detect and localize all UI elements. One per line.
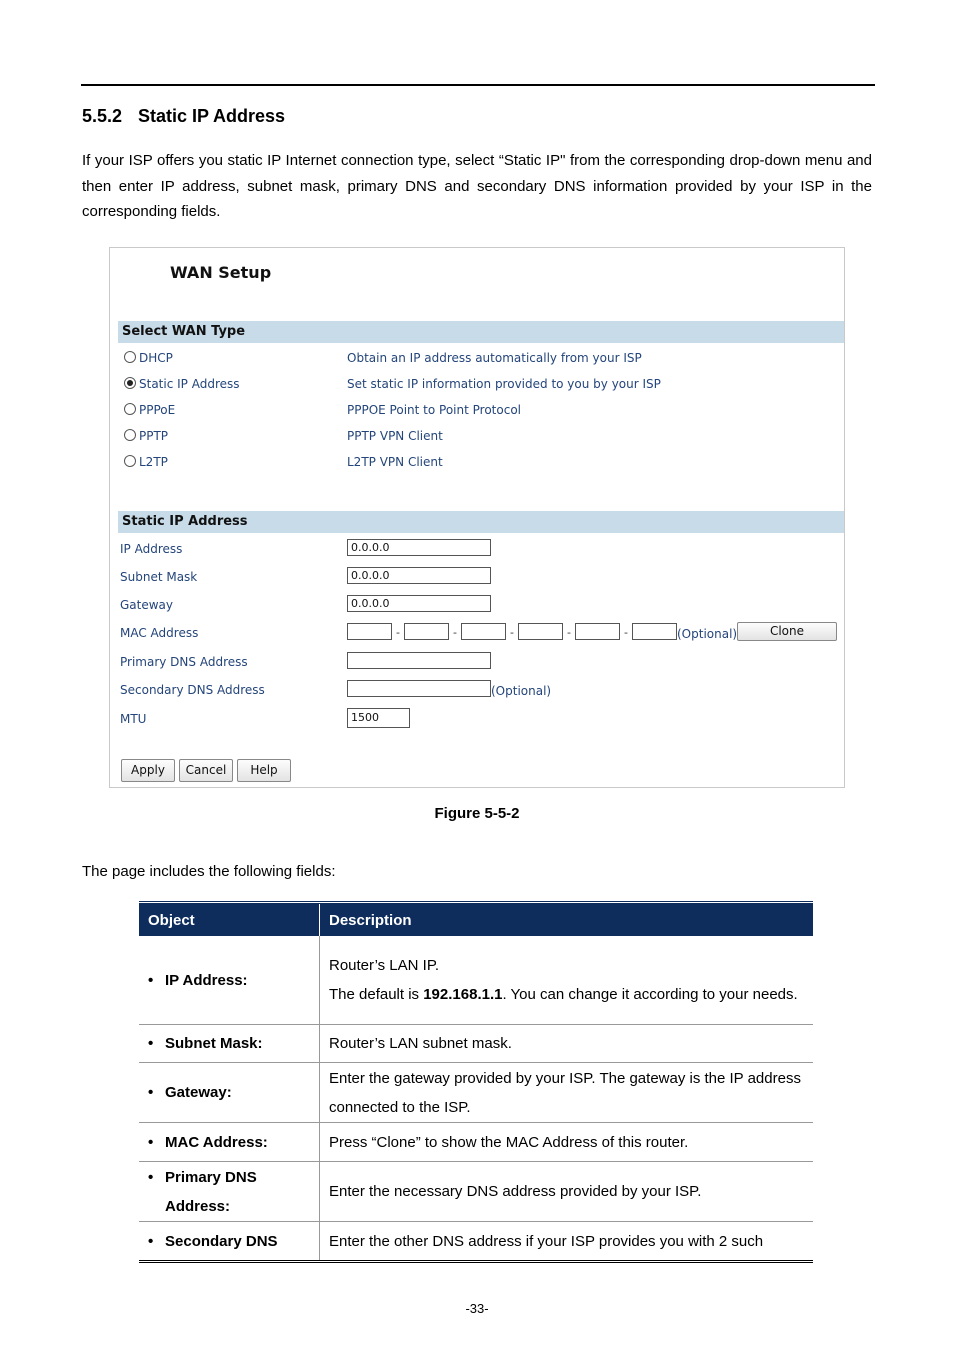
help-button[interactable]: Help	[237, 759, 291, 782]
object-name-line: Primary DNS	[165, 1168, 257, 1186]
wan-option-label: DHCP	[139, 351, 173, 365]
mac-octet-3-input[interactable]	[461, 623, 506, 640]
mtu-label: MTU	[120, 712, 147, 726]
ip-address-input[interactable]: 0.0.0.0	[347, 539, 491, 556]
wan-option-pptp[interactable]	[124, 426, 834, 446]
object-cell	[139, 1025, 320, 1063]
clone-button[interactable]: Clone	[737, 622, 837, 641]
description-text: . You can change it according to your needs.	[502, 986, 798, 1003]
description-cell	[320, 936, 814, 1025]
bullet-icon: •	[148, 1084, 154, 1101]
table-row	[139, 1222, 813, 1262]
page-number: -33-	[465, 1301, 489, 1316]
object-name: MAC Address:	[165, 1133, 268, 1151]
primary-dns-row	[120, 651, 840, 673]
wan-setup-panel	[109, 247, 845, 788]
static-ip-heading: Static IP Address	[118, 511, 844, 533]
apply-button[interactable]: Apply	[121, 759, 175, 782]
mac-octet-4-input[interactable]	[518, 623, 563, 640]
radio-static-selected[interactable]	[124, 377, 136, 389]
primary-dns-input[interactable]	[347, 652, 491, 669]
radio-pptp[interactable]	[124, 429, 136, 441]
description-cell: Enter the necessary DNS address provided by your ISP.	[320, 1162, 814, 1222]
subnet-mask-input[interactable]: 0.0.0.0	[347, 567, 491, 584]
wan-option-desc: PPPOE Point to Point Protocol	[347, 403, 521, 417]
gateway-row	[120, 594, 840, 616]
section-number: 5.5.2	[82, 106, 123, 126]
fields-intro: The page includes the following fields:	[82, 863, 336, 880]
ip-address-row	[120, 538, 840, 560]
object-name: Gateway:	[165, 1084, 232, 1101]
wan-option-pppoe[interactable]	[124, 400, 834, 420]
header-rule	[81, 84, 875, 86]
wan-option-label: Static IP Address	[139, 377, 240, 391]
mac-separator: -	[396, 626, 400, 639]
object-cell	[139, 1222, 320, 1262]
gateway-label: Gateway	[120, 598, 174, 612]
wan-option-desc: Set static IP information provided to you by your ISP	[347, 377, 661, 391]
wan-option-static[interactable]	[124, 374, 834, 394]
table-row	[139, 1123, 813, 1162]
panel-title: WAN Setup	[170, 263, 272, 282]
table-row	[139, 936, 813, 1025]
object-name: Secondary DNS	[165, 1232, 278, 1250]
object-cell	[139, 1123, 320, 1162]
object-name: IP Address:	[165, 971, 248, 989]
header-object: Object	[139, 903, 320, 937]
description-cell: Router’s LAN subnet mask.	[320, 1025, 814, 1063]
bullet-icon: •	[148, 1232, 154, 1250]
object-cell	[139, 936, 320, 1025]
fields-description-table	[139, 901, 813, 1263]
mtu-row	[120, 708, 840, 730]
table-row	[139, 1025, 813, 1063]
mac-separator: -	[510, 626, 514, 639]
mac-octet-2-input[interactable]	[404, 623, 449, 640]
mac-address-label: MAC Address	[120, 626, 199, 640]
intro-paragraph: If your ISP offers you static IP Internet connection type, select “Static IP" from the corresponding drop-down menu and then enter IP address, subnet mask, primary DNS and secondary DNS information provided by your ISP in the corresponding fields.	[82, 152, 872, 220]
primary-dns-label: Primary DNS Address	[120, 655, 248, 669]
mac-octet-1-input[interactable]	[347, 623, 392, 640]
mac-address-row	[120, 622, 840, 644]
subnet-mask-row	[120, 566, 840, 588]
secondary-dns-input[interactable]	[347, 680, 491, 697]
description-cell: Enter the other DNS address if your ISP provides you with 2 such	[320, 1222, 814, 1262]
wan-option-desc: Obtain an IP address automatically from your ISP	[347, 351, 642, 365]
object-name-line: Address:	[165, 1197, 231, 1215]
radio-l2tp[interactable]	[124, 455, 136, 467]
description-cell: Enter the gateway provided by your ISP. The gateway is the IP address connected to the ISP.	[320, 1063, 814, 1123]
secondary-dns-label: Secondary DNS Address	[120, 683, 265, 697]
description-cell: Press “Clone” to show the MAC Address of this router.	[320, 1123, 814, 1162]
mac-separator: -	[567, 626, 571, 639]
description-text: The default is	[329, 986, 424, 1003]
wan-option-desc: L2TP VPN Client	[347, 455, 443, 469]
table-header-row	[139, 903, 813, 937]
object-cell	[139, 1063, 320, 1123]
bullet-icon: •	[148, 971, 154, 989]
object-name	[165, 1163, 257, 1221]
mac-separator: -	[453, 626, 457, 639]
table-row	[139, 1063, 813, 1123]
secondary-dns-row	[120, 679, 840, 701]
wan-option-dhcp[interactable]	[124, 348, 834, 368]
cancel-button[interactable]: Cancel	[179, 759, 233, 782]
description-line	[329, 980, 804, 1009]
mac-octet-5-input[interactable]	[575, 623, 620, 640]
object-name: Subnet Mask:	[165, 1035, 263, 1052]
mtu-input[interactable]: 1500	[347, 708, 410, 728]
wan-type-heading: Select WAN Type	[118, 321, 844, 343]
mac-separator: -	[624, 626, 628, 639]
header-description: Description	[320, 903, 814, 937]
radio-pppoe[interactable]	[124, 403, 136, 415]
mac-octet-6-input[interactable]	[632, 623, 677, 640]
radio-dhcp[interactable]	[124, 351, 136, 363]
wan-option-l2tp[interactable]	[124, 452, 834, 472]
wan-option-label: PPTP	[139, 429, 169, 443]
dns-optional-note: (Optional)	[491, 684, 552, 698]
wan-option-label: L2TP	[139, 455, 168, 469]
section-title: Static IP Address	[138, 106, 286, 126]
table-row	[139, 1162, 813, 1222]
mac-optional-note: (Optional)	[677, 627, 738, 641]
default-ip: 192.168.1.1	[423, 986, 503, 1003]
bullet-icon: •	[148, 1168, 154, 1186]
description-line: Router’s LAN IP.	[329, 957, 440, 974]
subnet-mask-label: Subnet Mask	[120, 570, 198, 584]
wan-option-label: PPPoE	[139, 403, 176, 417]
bullet-icon: •	[148, 1133, 154, 1151]
wan-option-desc: PPTP VPN Client	[347, 429, 443, 443]
object-cell	[139, 1162, 320, 1222]
section-heading	[82, 106, 285, 127]
gateway-input[interactable]: 0.0.0.0	[347, 595, 491, 612]
bullet-icon: •	[148, 1035, 154, 1052]
figure-caption: Figure 5-5-2	[434, 805, 520, 822]
ip-address-label: IP Address	[120, 542, 183, 556]
